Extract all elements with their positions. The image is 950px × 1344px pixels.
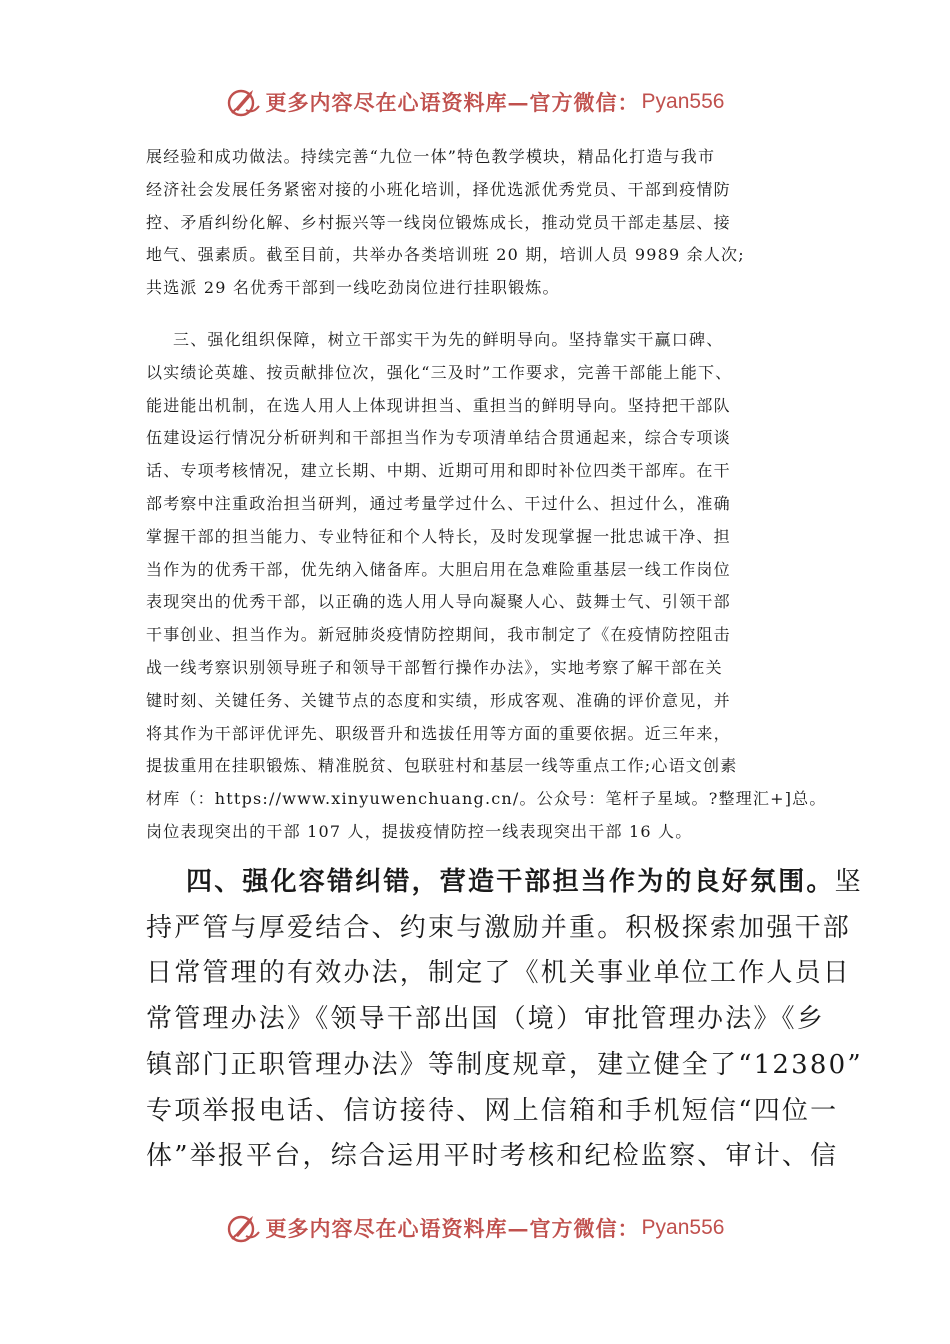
text-line: 岗位表现突出的干部 107 人，提拔疫情防控一线表现突出干部 16 人。 <box>146 821 693 841</box>
text-line: 体”举报平台，综合运用平时考核和纪检监察、审计、信 <box>146 1141 839 1172</box>
text-line: 控、矛盾纠纷化解、乡村振兴等一线岗位锻炼成长，推动党员干部走基层、接 <box>146 212 731 232</box>
text-line: 常管理办法》《领导干部出国（境）审批管理办法》《乡 <box>146 1004 826 1035</box>
text-line: 能进能出机制，在选人用人上体现讲担当、重担当的鲜明导向。坚持把干部队 <box>146 395 731 415</box>
text-line: 提拔重用在挂职锻炼、精准脱贫、包联驻村和基层一线等重点工作;心语文创素 <box>146 756 738 776</box>
section-three-heading-line: 三、强化组织保障，树立干部实干为先的鲜明导向。坚持靠实干赢口碑、 <box>173 330 724 349</box>
text-line: 专项举报电话、信访接待、网上信箱和手机短信“四位一 <box>146 1095 839 1126</box>
text-line: 共选派 29 名优秀干部到一线吃劲岗位进行挂职锻炼。 <box>146 278 560 298</box>
section-four-first-line <box>146 860 863 906</box>
text-line: 当作为的优秀干部，优先纳入储备库。大胆启用在急难险重基层一线工作岗位 <box>146 559 731 579</box>
pen-nib-circle-logo-icon <box>226 84 262 120</box>
section-four-heading: 四、强化容错纠错，营造干部担当作为的良好氛围。 <box>186 867 835 897</box>
watermark-text: 更多内容尽在心语资料库—官方微信： <box>265 90 640 115</box>
text-line: 经济社会发展任务紧密对接的小班化培训，择优选派优秀党员、干部到疫情防 <box>146 179 731 199</box>
text-line: 日常管理的有效办法，制定了《机关事业单位工作人员日 <box>146 958 852 989</box>
text-line: 展经验和成功做法。持续完善“九位一体”特色教学模块，精品化打造与我市 <box>146 147 716 166</box>
text-line: 持严管与厚爱结合、约束与激励并重。积极探索加强干部 <box>146 912 852 943</box>
footer-watermark <box>0 1208 950 1248</box>
text-line: 将其作为干部评优评先、职级晋升和选拔任用等方面的重要依据。近三年来， <box>146 723 731 743</box>
watermark-wechat-id: Pyan556 <box>641 1216 725 1239</box>
text-line: 镇部门正职管理办法》等制度规章，建立健全了“12380” <box>146 1049 863 1080</box>
header-watermark <box>0 82 950 122</box>
text-line: 表现突出的优秀干部，以正确的选人用人导向凝聚人心、鼓舞士气、引领干部 <box>146 592 731 612</box>
section-three-paragraph <box>146 324 836 849</box>
section-four-first-line-rest: 坚 <box>834 867 863 897</box>
text-line: 话、专项考核情况，建立长期、中期、近期可用和即时补位四类干部库。在干 <box>146 461 731 481</box>
pen-nib-circle-logo-icon <box>226 1210 262 1246</box>
text-line: 伍建设运行情况分析研判和干部担当作为专项清单结合贯通起来，综合专项谈 <box>146 428 731 448</box>
watermark-wechat-id: Pyan556 <box>641 90 725 113</box>
text-line: 掌握干部的担当能力、专业特征和个人特长，及时发现掌握一批忠诚干净、担 <box>146 526 731 546</box>
text-line: 干事创业、担当作为。新冠肺炎疫情防控期间，我市制定了《在疫情防控阻击 <box>146 625 731 645</box>
text-line: 键时刻、关键任务、关键节点的态度和实绩，形成客观、准确的评价意见，并 <box>146 690 731 710</box>
text-line: 地气、强素质。截至目前，共举办各类培训班 20 期，培训人员 9989 余人次; <box>146 245 745 265</box>
text-line: 以实绩论英雄、按贡献排位次，强化“三及时”工作要求，完善干部能上能下、 <box>146 362 733 382</box>
text-line: 战一线考察识别领导班子和领导干部暂行操作办法》，实地考察了解干部在关 <box>146 657 723 677</box>
watermark-text: 更多内容尽在心语资料库—官方微信： <box>265 1216 640 1241</box>
section-four-paragraph <box>146 860 863 1180</box>
text-line: 部考察中注重政治担当研判，通过考量学过什么、干过什么、担过什么，准确 <box>146 493 731 513</box>
text-line-url: 材库（：https://www.xinyuwenchuang.cn/。公众号：笔杆子星域。?整理汇+]总。 <box>146 789 827 809</box>
paragraph-continuation <box>146 141 836 305</box>
